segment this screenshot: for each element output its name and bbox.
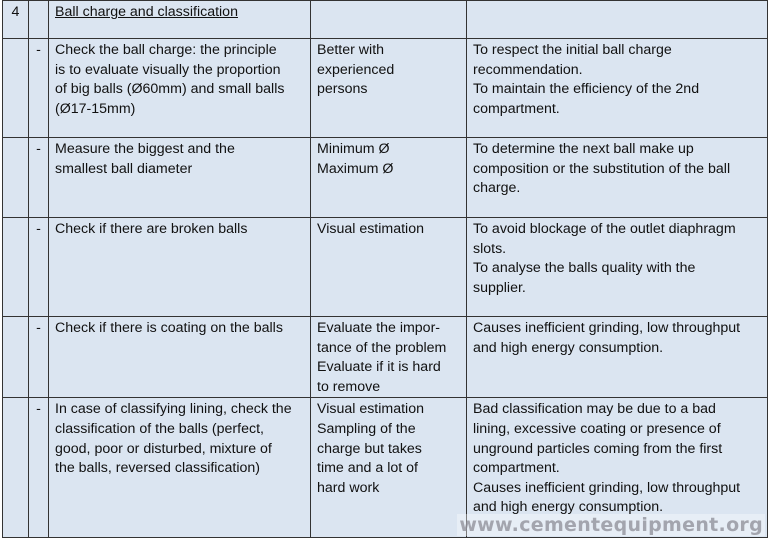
purpose-cell: To determine the next ball make up composition or the substitution of the ball charge. — [467, 138, 768, 218]
row-marker: - — [29, 398, 49, 538]
method-cell: Minimum Ø Maximum Ø — [311, 138, 467, 218]
purpose-cell: Bad classification may be due to a bad lining, excessive coating or presence of unground particles coming from the first compartment. Causes inefficient grinding, low throughput and high energy consumption. — [467, 398, 768, 538]
purpose-cell: Causes inefficient grinding, low throughput and high energy consumption. — [467, 317, 768, 398]
table-row — [3, 138, 768, 218]
row-marker: - — [29, 218, 49, 317]
method-cell: Visual estimation — [311, 218, 467, 317]
row-marker: - — [29, 39, 49, 138]
maintenance-table — [2, 0, 768, 538]
watermark-text: www.cementequipment.org — [459, 514, 763, 536]
action-cell: Check the ball charge: the principle is to evaluate visually the proportion of big balls (Ø60mm) and small balls (Ø17-15mm) — [49, 39, 311, 138]
purpose-cell: To respect the initial ball charge recommendation. To maintain the efficiency of the 2nd compartment. — [467, 39, 768, 138]
section-number: 4 — [3, 1, 29, 39]
purpose-cell: To avoid blockage of the outlet diaphragm slots. To analyse the balls quality with the supplier. — [467, 218, 768, 317]
action-cell: Check if there are broken balls — [49, 218, 311, 317]
action-cell: In case of classifying lining, check the classification of the balls (perfect, good, poor or disturbed, mixture of the balls, reversed classification) — [49, 398, 311, 538]
section-title: Ball charge and classification — [55, 4, 238, 20]
action-cell: Measure the biggest and the smallest ball diameter — [49, 138, 311, 218]
row-marker: - — [29, 317, 49, 398]
table-row — [3, 218, 768, 317]
action-cell: Check if there is coating on the balls — [49, 317, 311, 398]
method-cell: Evaluate the impor- tance of the problem Evaluate if it is hard to remove — [311, 317, 467, 398]
section-header-row — [3, 1, 768, 39]
row-marker: - — [29, 138, 49, 218]
method-cell: Visual estimation Sampling of the charge but takes time and a lot of hard work — [311, 398, 467, 538]
table-row — [3, 317, 768, 398]
method-cell: Better with experienced persons — [311, 39, 467, 138]
table-row — [3, 39, 768, 138]
